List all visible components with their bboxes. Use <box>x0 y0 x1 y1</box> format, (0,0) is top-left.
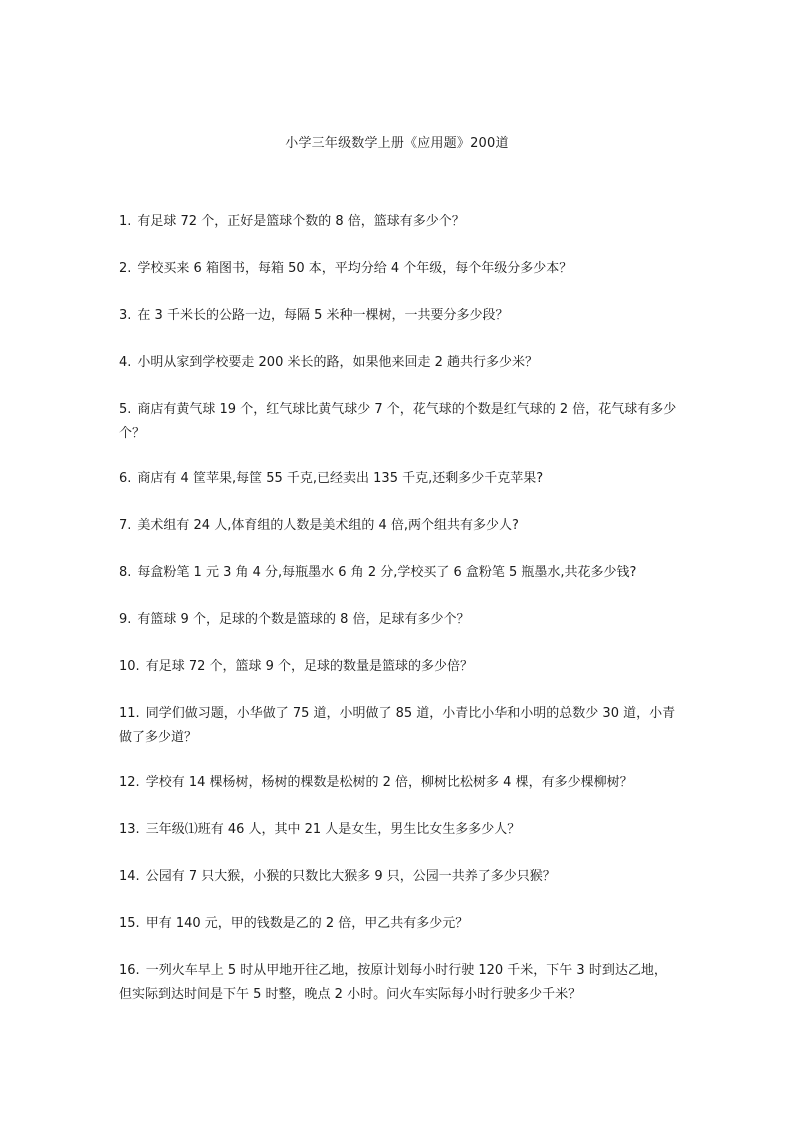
question-number: 3. <box>119 308 132 323</box>
document-title: 小学三年级数学上册《应用题》200道 <box>285 136 509 151</box>
question-number: 6. <box>119 471 132 486</box>
question-number: 11. <box>119 706 140 721</box>
question-number: 12. <box>119 775 140 790</box>
question-number: 10. <box>119 659 140 674</box>
question-number: 13. <box>119 822 140 837</box>
question-item <box>119 608 679 632</box>
question-text: 在 3 千米长的公路一边，每隔 5 米种一棵树，一共要分多少段？ <box>137 308 509 323</box>
question-text: 三年级⑴班有 46 人，其中 21 人是女生，男生比女生多多少人？ <box>145 822 521 837</box>
question-text: 有足球 72 个，篮球 9 个，足球的数量是篮球的多少倍？ <box>145 659 474 674</box>
question-number: 15. <box>119 916 140 931</box>
question-number: 4. <box>119 355 132 370</box>
question-text: 学校有 14 棵杨树，杨树的棵数是松树的 2 倍，柳树比松树多 4 棵，有多少棵柳树？ <box>145 775 633 790</box>
question-item <box>119 912 679 936</box>
question-item <box>119 959 679 1007</box>
question-number: 5. <box>119 402 132 417</box>
question-item <box>119 561 679 585</box>
question-text: 每盒粉笔 1 元 3 角 4 分,每瓶墨水 6 角 2 分,学校买了 6 盒粉笔 5 瓶墨水,共花多少钱? <box>137 565 637 580</box>
question-item <box>119 702 679 750</box>
question-number: 14. <box>119 869 140 884</box>
question-list <box>119 210 679 1028</box>
question-item <box>119 351 679 375</box>
question-number: 7. <box>119 518 132 533</box>
question-item <box>119 818 679 842</box>
question-number: 16. <box>119 963 140 978</box>
question-text: 同学们做习题，小华做了 75 道，小明做了 85 道，小青比小华和小明的总数少 30 道，小青做了多少道？ <box>119 706 676 745</box>
question-text: 学校买来 6 箱图书，每箱 50 本，平均分给 4 个年级，每个年级分多少本？ <box>137 261 573 276</box>
question-item <box>119 398 679 446</box>
question-item <box>119 467 679 491</box>
question-text: 公园有 7 只大猴，小猴的只数比大猴多 9 只，公园一共养了多少只猴？ <box>145 869 556 884</box>
question-text: 有足球 72 个，正好是篮球个数的 8 倍，篮球有多少个？ <box>137 214 465 229</box>
question-text: 小明从家到学校要走 200 米长的路，如果他来回走 2 趟共行多少米？ <box>137 355 539 370</box>
question-item <box>119 655 679 679</box>
question-text: 一列火车早上 5 时从甲地开往乙地，按原计划每小时行驶 120 千米，下午 3 时到达乙地，但实际到达时间是下午 5 时整，晚点 2 小时。问火车实际每小时行驶多少千米？ <box>119 963 667 1002</box>
question-text: 商店有 4 筐苹果,每筐 55 千克,已经卖出 135 千克,还剩多少千克苹果? <box>137 471 544 486</box>
question-item <box>119 514 679 538</box>
question-item <box>119 257 679 281</box>
question-text: 有篮球 9 个，足球的个数是篮球的 8 倍，足球有多少个？ <box>137 612 470 627</box>
question-number: 1. <box>119 214 132 229</box>
question-text: 甲有 140 元，甲的钱数是乙的 2 倍，甲乙共有多少元？ <box>145 916 469 931</box>
question-text: 美术组有 24 人,体育组的人数是美术组的 4 倍,两个组共有多少人? <box>137 518 519 533</box>
question-number: 2. <box>119 261 132 276</box>
question-item <box>119 865 679 889</box>
question-text: 商店有黄气球 19 个，红气球比黄气球少 7 个，花气球的个数是红气球的 2 倍，花气球有多少个？ <box>119 402 677 441</box>
question-item <box>119 210 679 234</box>
question-item <box>119 771 679 795</box>
question-number: 8. <box>119 565 132 580</box>
question-item <box>119 304 679 328</box>
question-number: 9. <box>119 612 132 627</box>
